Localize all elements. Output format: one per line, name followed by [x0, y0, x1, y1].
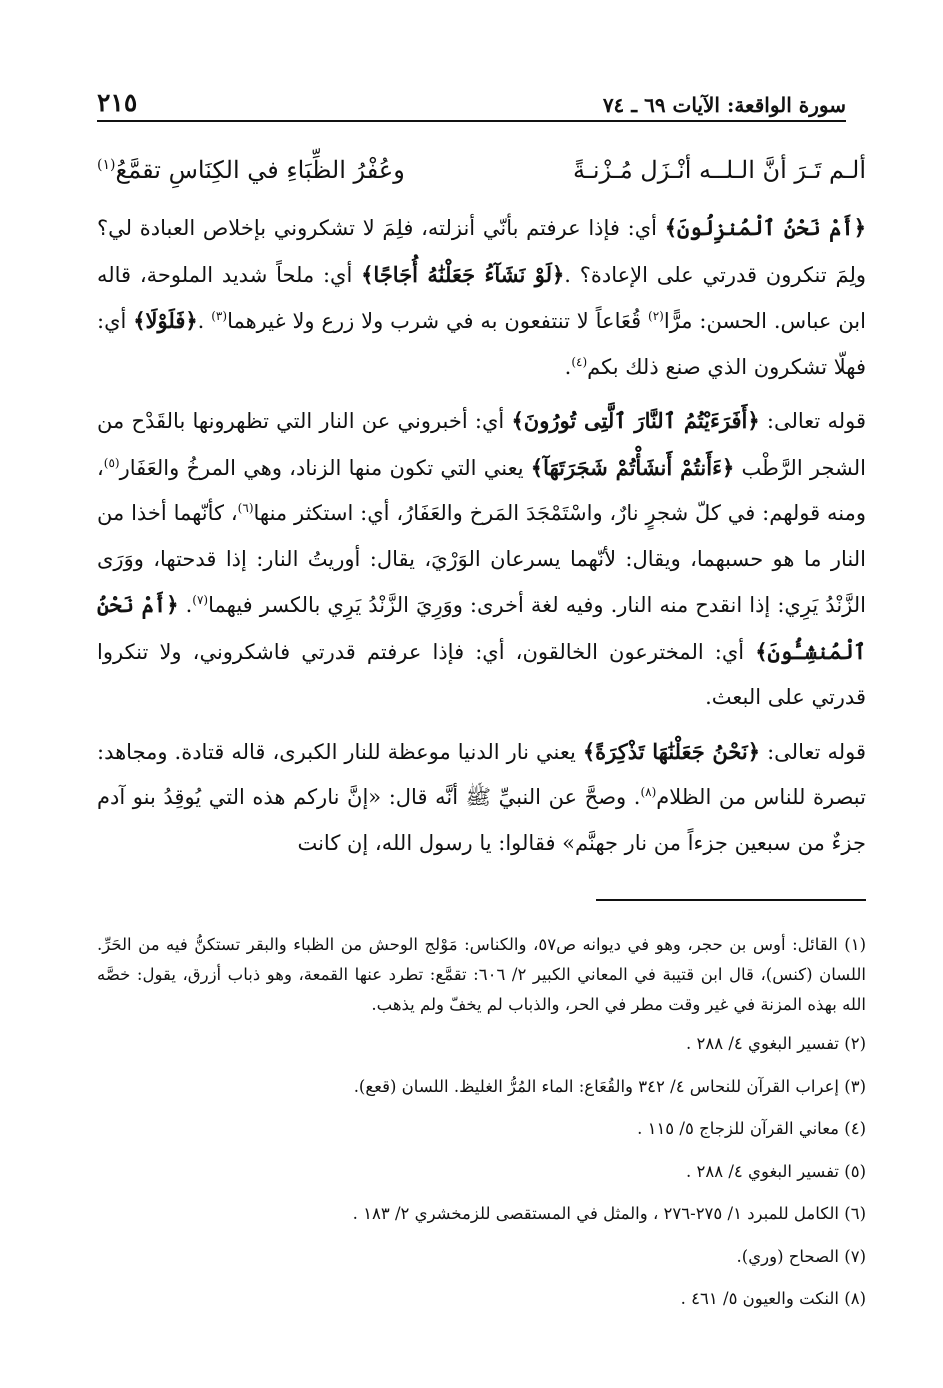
footnote-marker: (٢) — [648, 309, 664, 323]
footnote-item: (٣) إعراب القرآن للنحاس ٤/ ٣٤٢ والقُعَاع: الماء المُرُّ الغليظ. اللسان (قعع). — [353, 1076, 866, 1096]
page-header — [97, 83, 846, 117]
paragraph-text: . وصحَّ عن النبيِّ ﷺ أنَّه قال: «إنَّ ناركم هذه التي يُوقِدُ بنو آدم جزءٌ من سبعين جزءاً من نار جهنَّم» فقالوا: يا رسول الله، إن كانت — [97, 785, 866, 855]
page-number: ٢١٥ — [97, 88, 138, 117]
footnote-item: (١) القائل: أوس بن حجر، وهو في ديوانه ص٥٧، والكناس: مَوْلج الوحش من الظباء والبقر تستكنُّ فيه من الحَرِّ. اللسان (كنس)، قال ابن قتيبة في المعاني الكبير ٢/ ٦٠٦: تقمَّع: تطرد عنها القمعة، وهو ذباب أزرق، يقول: خصَّه الله بهذه المزنة في غير وقت مطر في الحر، والذباب لم يخفّ ولم يذهب. — [97, 935, 867, 1014]
paragraph-text: ، كأنّهما أخذا من النار ما هو حسبهما، ويقال: لأنّهما يسرعان الوَرْيَ، يقال: أوريتُ النار: إذا قدحتها، ووَرَى الزَّنْدُ يَرِي: إذا انقدح منه النار. وفيه لغة أخرى: ووَرِيَ الزَّنْدُ يَرِي بالكسر فيهما — [97, 501, 866, 617]
paragraph-text: يعني نار الدنيا موعظة للنار الكبرى، قاله قتادة. ومجاهد: تبصرة للناس من الظلام — [97, 739, 866, 809]
paragraph-text: . — [178, 593, 193, 617]
footnote-item: (٦) الكامل للمبرد ١/ ٢٧٥-٢٧٦ ، والمثل في المستقصى للزمخشري ٢/ ١٨٣ . — [352, 1204, 866, 1223]
footnote-marker: (٨) — [640, 785, 657, 799]
footnote-item: (٢) تفسير البغوي ٤/ ٢٨٨ . — [686, 1034, 866, 1053]
quran-verse: ﴿فَلَوْلَا﴾ — [133, 308, 198, 333]
paragraph — [97, 205, 866, 390]
paragraph — [97, 398, 866, 721]
quran-verse: ﴿أَمْ نَحْنُ ٱلْمُنشِـُٔونَ﴾ — [97, 592, 866, 664]
quran-verse: ﴿أَفَرَءَيْتُمُ ٱلنَّارَ ٱلَّتِى تُورُونَ﴾ — [511, 408, 760, 433]
surah-title: سورة الواقعة: الآيات ٦٩ ـ ٧٤ — [602, 93, 846, 117]
footnotes — [97, 930, 866, 1326]
paragraph-text: قوله تعالى: — [759, 409, 866, 433]
footnote-marker: (٣) — [211, 309, 228, 323]
footnote-item: (٨) النكت والعيون ٥/ ٤٦١ . — [680, 1289, 866, 1308]
paragraph — [97, 729, 866, 867]
footnote-marker: (٦) — [237, 501, 254, 515]
quran-verse: ﴿نَحْنُ جَعَلْنَٰهَا تَذْكِرَةً﴾ — [582, 738, 761, 764]
paragraph-text: أي: المخترعون الخالقون، أي: فإذا عرفتم قدرتي فاشكروني، ولا تنكروا قدرتي على البعث. — [97, 639, 866, 709]
paragraph-text: ، ومنه قولهم: في كلّ شجرٍ نارٌ، واسْتَمْجَدَ المَرخ والعَفَارُ، أي: استكثر منها — [97, 455, 866, 525]
footnote-marker: (٤) — [571, 354, 588, 369]
quran-verse: ﴿أَمْ نَحْنُ ٱلْمُنزِلُونَ﴾ — [664, 215, 866, 240]
quran-verse: ﴿ءَأَنتُمْ أَنشَأْتُمْ شَجَرَتَهَآ﴾ — [530, 454, 735, 480]
header-divider — [97, 120, 846, 122]
main-text — [97, 205, 866, 874]
paragraph-text: . — [564, 354, 572, 379]
footnote-item: (٥) تفسير البغوي ٤/ ٢٨٨ . — [686, 1161, 866, 1181]
footnote-item: (٧) الصحاح (وري). — [736, 1246, 866, 1266]
paragraph-text: قوله تعالى: — [760, 739, 866, 764]
paragraph-text: يعني التي تكون منها الزناد، وهي المرخُ والعَفَار — [119, 455, 531, 480]
footnote-divider — [596, 899, 866, 901]
footnote-marker: (٧) — [192, 593, 209, 607]
poem-hemistich-left: وعُفْرُ الظِّبَاءِ في الكِنَاسِ تقمَّعُ$^{(١)}$ — [97, 156, 405, 184]
quran-verse: ﴿لَوْ نَشَآءُ جَعَلْنَٰهُ أُجَاجًا﴾ — [361, 261, 565, 287]
paragraph-text: أي: فهلّا تشكرون الذي صنع ذلك بكم — [97, 309, 866, 379]
paragraph-text: أي: ملحاً شديد الملوحة، قاله ابن عباس. الحسن: مرًّا — [97, 262, 866, 333]
poem-hemistich-right: ألـم تَـرَ أنَّ الـلــه أنْـزَل مُـزْنـةً — [572, 156, 866, 184]
poem-verse — [97, 145, 866, 195]
footnote-marker: (١) — [97, 157, 116, 173]
paragraph-text: قُعَاعاً لا تنتفعون به في شرب ولا زرع ولا غيرهما — [227, 309, 649, 333]
paragraph-text: أي: أخبروني عن النار التي تظهرونها بالقَدْح من الشجر الرَّطْب — [97, 409, 866, 480]
footnote-marker: (٥) — [103, 455, 120, 470]
paragraph-text: أي: فإذا عرفتم بأنّي أنزلته، فلِمَ لا تشكروني بإخلاص العبادة لي؟ ولِمَ تنكرون قدرتي على الإعادة؟ . — [97, 216, 866, 287]
footnote-item: (٤) معاني القرآن للزجاج ٥/ ١١٥ . — [637, 1119, 866, 1138]
paragraph-text: . — [197, 309, 212, 333]
